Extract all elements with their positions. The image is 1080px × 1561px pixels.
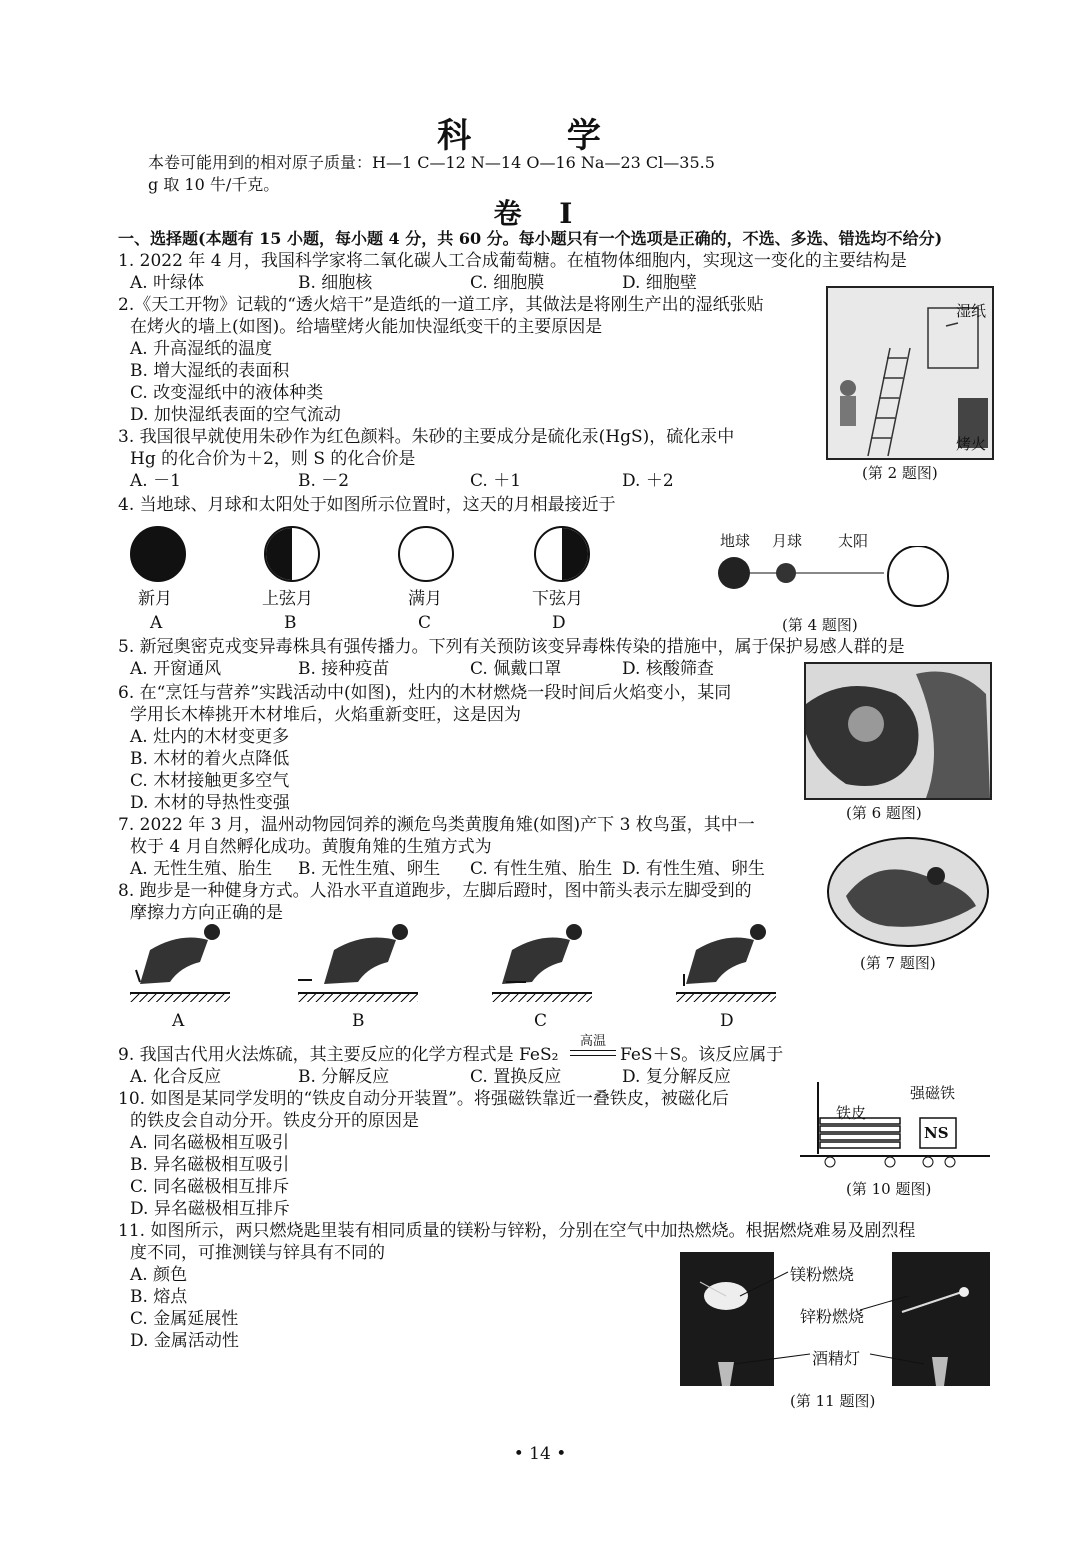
atomic-mass-line: 本卷可能用到的相对原子质量：H—1 C—12 N—14 O—16 Na—23 Cl—35.5 (148, 153, 715, 172)
q7-caption: (第 7 题图) (860, 954, 936, 972)
q4-label-moon: 月球 (772, 532, 803, 550)
q11-option-c: C. 金属延展性 (130, 1309, 239, 1329)
gravity-line: g 取 10 牛/千克。 (148, 175, 280, 194)
full-moon-icon (398, 526, 454, 582)
q6-option-b: B. 木材的着火点降低 (130, 749, 290, 769)
q8-letter-d: D (720, 1011, 734, 1031)
q3-stem-line2: Hg 的化合价为＋2，则 S 的化合价是 (130, 449, 416, 469)
q2-stem-line2: 在烤火的墙上(如图)。给墙壁烤火能加快湿纸变干的主要原因是 (130, 317, 603, 337)
q8-runner-d (676, 922, 776, 1000)
q7-option-c: C. 有性生殖、胎生 (470, 859, 613, 879)
q10-stem-line1: 10. 如图是某同学发明的“铁皮自动分开装置”。将强磁铁靠近一叠铁皮，被磁化后 (118, 1089, 729, 1109)
q11-label-mg: 镁粉燃烧 (790, 1265, 855, 1284)
q3-option-c: C. ＋1 (470, 471, 522, 491)
q1-stem: 1. 2022 年 4 月，我国科学家将二氧化碳人工合成葡萄糖。在植物体细胞内，实现这一变化的主要结构是 (118, 251, 907, 271)
q10-label-iron: 铁皮 (836, 1104, 867, 1122)
q3-option-d: D. ＋2 (622, 471, 674, 491)
q10-option-c: C. 同名磁极相互排斥 (130, 1177, 290, 1197)
q4-position-figure (712, 546, 962, 610)
q1-option-d: D. 细胞壁 (622, 273, 697, 293)
q10-option-b: B. 异名磁极相互吸引 (130, 1155, 290, 1175)
sun-icon (888, 546, 948, 606)
q9-option-c: C. 置换反应 (470, 1067, 562, 1087)
q8-stem-line1: 8. 跑步是一种健身方式。人沿水平直道跑步，左脚后蹬时，图中箭头表示左脚受到的 (118, 881, 752, 901)
volume-heading: 卷 Ⅰ (493, 197, 587, 230)
q9-stem-part1: 9. 我国古代用火法炼硫，其主要反应的化学方程式是 FeS₂ (118, 1045, 559, 1065)
q11-option-b: B. 熔点 (130, 1287, 188, 1307)
q8-letter-a: A (172, 1011, 185, 1031)
q1-option-c: C. 细胞膜 (470, 273, 545, 293)
q8-letter-b: B (352, 1011, 365, 1031)
q2-stem-line1: 2.《天工开物》记载的“透火焙干”是造纸的一道工序，其做法是将刚生产出的湿纸张贴 (118, 295, 764, 315)
q10-caption: (第 10 题图) (846, 1180, 932, 1198)
section-heading: 一、选择题(本题有 15 小题，每小题 4 分，共 60 分。每小题只有一个选项是正确的，不选、多选、错选均不给分) (118, 229, 943, 248)
q6-caption: (第 6 题图) (846, 804, 922, 822)
q8-runner-c (492, 922, 592, 1000)
q9-option-d: D. 复分解反应 (622, 1067, 731, 1087)
page-title: 科 学 (437, 116, 643, 156)
q2-option-b: B. 增大湿纸的表面积 (130, 361, 290, 381)
q7-figure (826, 836, 990, 948)
q6-option-c: C. 木材接触更多空气 (130, 771, 290, 791)
q11-leader-lines (680, 1252, 990, 1386)
q5-option-d: D. 核酸筛查 (622, 659, 714, 679)
q9-option-a: A. 化合反应 (130, 1067, 222, 1087)
q8-letter-c: C (534, 1011, 548, 1031)
q1-option-a: A. 叶绿体 (130, 273, 205, 293)
q5-option-c: C. 佩戴口罩 (470, 659, 562, 679)
q11-option-a: A. 颜色 (130, 1265, 188, 1285)
q4-phase-c-name: 满月 (408, 589, 442, 609)
q5-option-a: A. 开窗通风 (130, 659, 222, 679)
q9-option-b: B. 分解反应 (298, 1067, 390, 1087)
q8-stem-line2: 摩擦力方向正确的是 (130, 903, 283, 923)
q8-runner-b (298, 922, 418, 1000)
q3-stem-line1: 3. 我国很早就使用朱砂作为红色颜料。朱砂的主要成分是硫化汞(HgS)，硫化汞中 (118, 427, 735, 447)
q6-option-a: A. 灶内的木材变更多 (130, 727, 290, 747)
q2-option-d: D. 加快湿纸表面的空气流动 (130, 405, 341, 425)
new-moon-icon (130, 526, 186, 582)
first-quarter-moon-icon (264, 526, 320, 582)
page-number: • 14 • (513, 1444, 567, 1464)
q7-option-b: B. 无性生殖、卵生 (298, 859, 441, 879)
q10-option-d: D. 异名磁极相互排斥 (130, 1199, 290, 1219)
q4-phase-d-name: 下弦月 (532, 589, 583, 609)
q2-option-a: A. 升高湿纸的温度 (130, 339, 273, 359)
q10-figure (800, 1080, 990, 1172)
q4-phase-d-letter: D (552, 613, 566, 633)
q3-option-a: A. －1 (130, 471, 181, 491)
moon-icon (776, 563, 796, 583)
q8-runner-a (130, 922, 230, 1000)
q11-stem-line1: 11. 如图所示，两只燃烧匙里装有相同质量的镁粉与锌粉，分别在空气中加热燃烧。根据燃烧难易及剧烈程 (118, 1221, 916, 1241)
q10-stem-line2: 的铁皮会自动分开。铁皮分开的原因是 (130, 1111, 419, 1131)
q7-stem-line1: 7. 2022 年 3 月，温州动物园饲养的濒危鸟类黄腹角雉(如图)产下 3 枚鸟蛋，其中一 (118, 815, 755, 835)
q4-phase-a-name: 新月 (138, 589, 172, 609)
q2-option-c: C. 改变湿纸中的液体种类 (130, 383, 324, 403)
q5-option-b: B. 接种疫苗 (298, 659, 390, 679)
q7-option-d: D. 有性生殖、卵生 (622, 859, 765, 879)
q9-stem-part2: FeS＋S。该反应属于 (620, 1045, 784, 1065)
q2-label-fire: 烤火 (955, 435, 986, 453)
q4-phase-b-letter: B (284, 613, 297, 633)
q1-option-b: B. 细胞核 (298, 273, 373, 293)
earth-icon (718, 557, 750, 589)
q10-option-a: A. 同名磁极相互吸引 (130, 1133, 290, 1153)
q4-phase-c-letter: C (418, 613, 432, 633)
q2-figure (826, 286, 994, 460)
q11-label-lamp: 酒精灯 (812, 1349, 861, 1368)
q11-label-zn: 锌粉燃烧 (800, 1307, 865, 1326)
q6-stem-line1: 6. 在“烹饪与营养”实践活动中(如图)，灶内的木材燃烧一段时间后火焰变小，某同 (118, 683, 732, 703)
q2-label-wet-paper: 湿纸 (955, 302, 986, 320)
q7-option-a: A. 无性生殖、胎生 (130, 859, 273, 879)
last-quarter-moon-icon (534, 526, 590, 582)
q4-phase-b-name: 上弦月 (262, 589, 313, 609)
q10-label-magnet: 强磁铁 (910, 1084, 956, 1102)
q9-equation-arrow (570, 1050, 616, 1056)
q10-magnet-poles: NS (924, 1124, 949, 1142)
q3-option-b: B. －2 (298, 471, 350, 491)
q11-stem-line2: 度不同，可推测镁与锌具有不同的 (130, 1243, 385, 1263)
q7-stem-line2: 枚于 4 月自然孵化成功。黄腹角雉的生殖方式为 (130, 837, 492, 857)
q6-figure (804, 662, 992, 800)
q4-stem: 4. 当地球、月球和太阳处于如图所示位置时，这天的月相最接近于 (118, 495, 616, 515)
q4-caption: (第 4 题图) (782, 616, 858, 634)
q11-caption: (第 11 题图) (790, 1392, 876, 1410)
q6-option-d: D. 木材的导热性变强 (130, 793, 290, 813)
q2-caption: (第 2 题图) (862, 464, 938, 482)
q4-label-earth: 地球 (720, 532, 751, 550)
q9-condition: 高温 (579, 1034, 606, 1049)
q6-stem-line2: 学用长木棒挑开木材堆后，火焰重新变旺，这是因为 (130, 705, 521, 725)
q11-option-d: D. 金属活动性 (130, 1331, 239, 1351)
q4-label-sun: 太阳 (838, 532, 869, 550)
q4-phase-a-letter: A (150, 613, 163, 633)
q5-stem: 5. 新冠奥密克戎变异毒株具有强传播力。下列有关预防该变异毒株传染的措施中，属于保护易感人群的是 (118, 637, 905, 657)
